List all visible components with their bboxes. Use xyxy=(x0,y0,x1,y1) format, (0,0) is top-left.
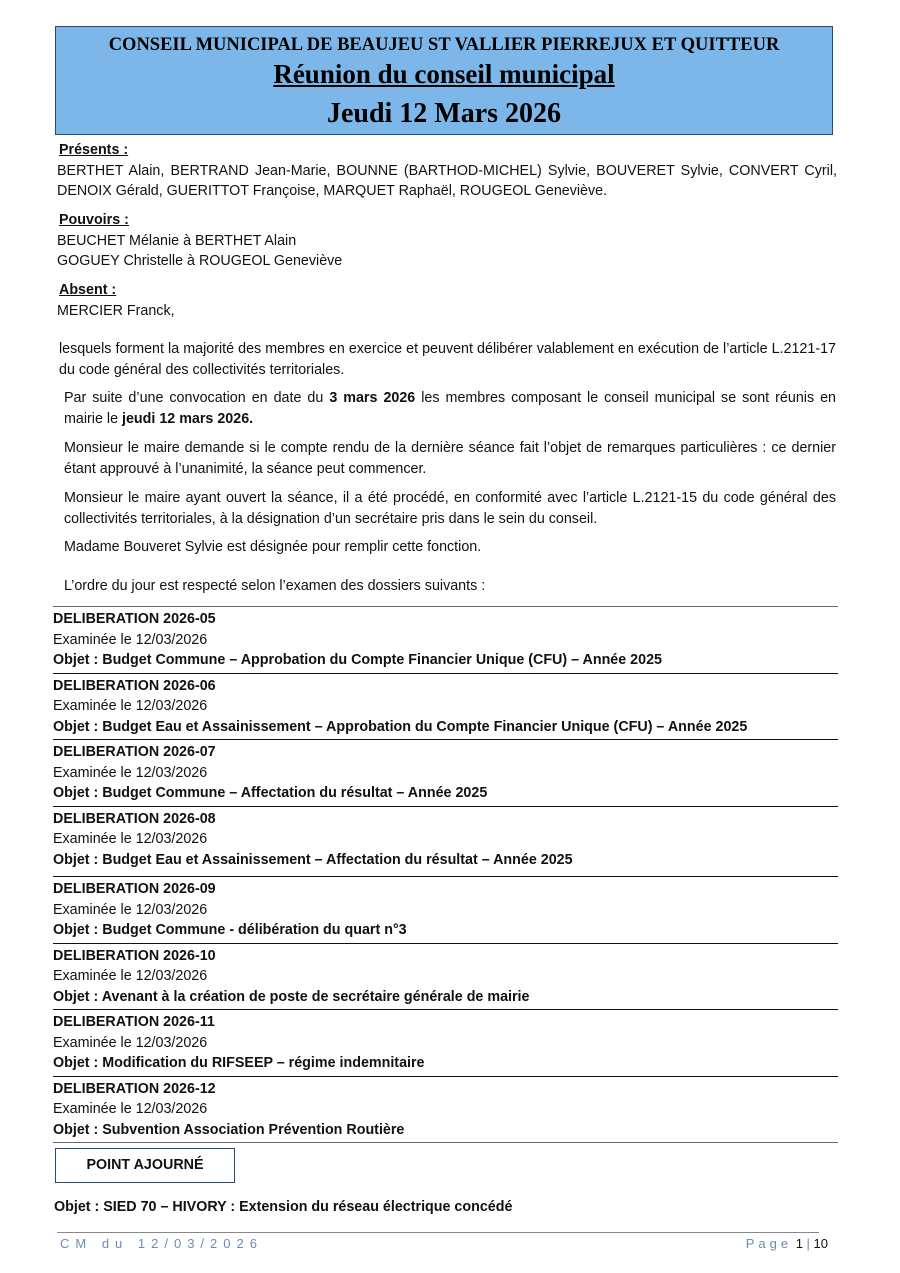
presents-list: BERTHET Alain, BERTRAND Jean-Marie, BOUNNE (BARTHOD-MICHEL) Sylvie, BOUVERET Sylvie, CONVERT Cyril, DENOIX Gérald, GUERITTOT Françoise, MARQUET Raphaël, ROUGEOL Geneviève. xyxy=(57,162,837,199)
approval-paragraph: Monsieur le maire demande si le compte rendu de la dernière séance fait l’objet de remarques particulières : ce dernier étant approuvé à l’unanimité, la séance peut commencer. xyxy=(64,440,836,477)
deliberation-item xyxy=(53,876,838,943)
list-divider xyxy=(53,1142,838,1143)
adjourned-badge: POINT AJOURNÉ xyxy=(55,1148,235,1183)
deliberation-item xyxy=(53,806,838,877)
deliberation-date: Examinée le 12/03/2026 xyxy=(53,698,208,714)
deliberation-date: Examinée le 12/03/2026 xyxy=(53,968,208,984)
deliberation-object: Objet : Budget Commune - délibération du quart n°3 xyxy=(53,922,407,938)
meeting-day: jeudi 12 mars 2026. xyxy=(122,410,254,427)
deliberation-list xyxy=(53,606,838,1143)
deliberation-object: Objet : Modification du RIFSEEP – régime indemnitaire xyxy=(53,1055,425,1071)
deliberation-item xyxy=(53,673,838,740)
deliberation-object: Objet : Avenant à la création de poste de secrétaire générale de mairie xyxy=(53,988,530,1005)
deliberation-date: Examinée le 12/03/2026 xyxy=(53,764,208,781)
deliberation-item xyxy=(53,1076,838,1143)
deliberation-item xyxy=(53,943,838,1010)
convocation-text-2: les membres composant le conseil municipal se sont réunis en mairie le xyxy=(64,390,836,427)
page-separator: | xyxy=(802,1236,814,1251)
deliberation-date: Examinée le 12/03/2026 xyxy=(53,631,208,648)
deliberation-number: DELIBERATION 2026-06 xyxy=(53,677,216,694)
deliberation-date: Examinée le 12/03/2026 xyxy=(53,831,208,847)
agenda-intro: L’ordre du jour est respecté selon l’examen des dossiers suivants : xyxy=(64,578,486,594)
absent-label: Absent : xyxy=(59,282,117,298)
deliberation-item xyxy=(53,606,838,673)
presents-label: Présents : xyxy=(59,142,129,158)
deliberation-date: Examinée le 12/03/2026 xyxy=(53,901,208,918)
adjourned-object: Objet : SIED 70 – HIVORY : Extension du réseau électrique concédé xyxy=(54,1199,513,1215)
deliberation-date: Examinée le 12/03/2026 xyxy=(53,1034,208,1051)
pouvoir-line: BEUCHET Mélanie à BERTHET Alain xyxy=(57,232,297,249)
deliberation-object: Objet : Budget Commune – Approbation du Compte Financier Unique (CFU) – Année 2025 xyxy=(53,652,662,668)
deliberation-object: Objet : Budget Commune – Affectation du résultat – Année 2025 xyxy=(53,785,488,801)
page-total: 10 xyxy=(813,1236,828,1251)
presents-section xyxy=(57,140,837,202)
deliberation-number: DELIBERATION 2026-08 xyxy=(53,810,216,827)
organization-name: CONSEIL MUNICIPAL DE BEAUJEU ST VALLIER PIERREJUX ET QUITTEUR xyxy=(108,35,780,55)
deliberation-number: DELIBERATION 2026-09 xyxy=(53,881,216,897)
document-title: Réunion du conseil municipal xyxy=(273,59,615,89)
convocation-text-1: Par suite d’une convocation en date du xyxy=(64,390,330,406)
pouvoirs-label: Pouvoirs : xyxy=(59,212,129,228)
pouvoir-line: GOGUEY Christelle à ROUGEOL Geneviève xyxy=(57,253,343,269)
designation-paragraph: Madame Bouveret Sylvie est désignée pour remplir cette fonction. xyxy=(64,539,482,555)
absent-list: MERCIER Franck, xyxy=(57,302,175,319)
deliberation-number: DELIBERATION 2026-11 xyxy=(53,1014,215,1030)
pouvoirs-section xyxy=(57,210,837,272)
footer-divider xyxy=(57,1232,819,1233)
absent-section xyxy=(57,280,837,321)
deliberation-number: DELIBERATION 2026-07 xyxy=(53,744,216,760)
page-current: 1 xyxy=(795,1236,803,1251)
deliberation-number: DELIBERATION 2026-12 xyxy=(53,1080,216,1097)
deliberation-object: Objet : Budget Eau et Assainissement – Approbation du Compte Financier Unique (CFU) – Année 2025 xyxy=(53,718,748,735)
deliberation-item xyxy=(53,739,838,806)
convocation-date: 3 mars 2026 xyxy=(329,390,416,406)
page-word: Page xyxy=(745,1236,793,1251)
document-header xyxy=(55,26,833,135)
quorum-paragraph: lesquels forment la majorité des membres en exercice et peuvent délibérer valablement en exécution de l’article L.2121-17 du code général des collectivités territoriales. xyxy=(59,341,836,378)
deliberation-object: Objet : Budget Eau et Assainissement – Affectation du résultat – Année 2025 xyxy=(53,851,573,868)
convocation-paragraph xyxy=(64,388,836,429)
deliberation-number: DELIBERATION 2026-05 xyxy=(53,611,216,627)
deliberation-item xyxy=(53,1009,838,1076)
footer-meeting-ref: CM du 12/03/2026 xyxy=(60,1236,263,1251)
deliberation-object: Objet : Subvention Association Prévention Routière xyxy=(53,1121,405,1138)
meeting-date: Jeudi 12 Mars 2026 xyxy=(326,98,562,129)
footer-page-number xyxy=(746,1236,828,1251)
secretary-paragraph: Monsieur le maire ayant ouvert la séance, il a été procédé, en conformité avec l’article L.2121-15 du code général des collectivités territoriales, à la désignation d’un secrétaire pris dans le sein du conseil. xyxy=(64,490,836,527)
deliberation-number: DELIBERATION 2026-10 xyxy=(53,947,216,964)
deliberation-date: Examinée le 12/03/2026 xyxy=(53,1101,208,1117)
